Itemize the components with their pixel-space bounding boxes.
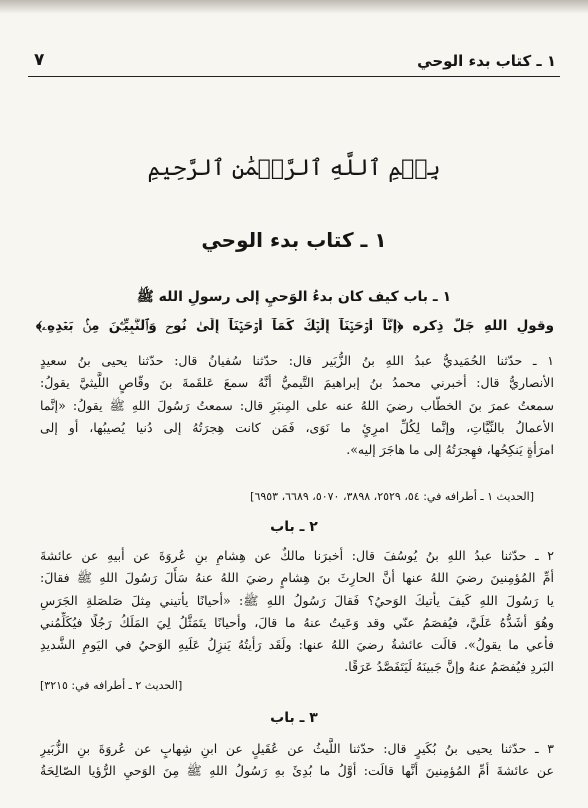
hadith-1-line: امرَأةٍ يَنكِحُها، فهِجرَتُهُ إلى ما هاجَرَ إليه». xyxy=(346,442,554,458)
hadith-2-line: ٢ ـ حدّثنا عبدُ اللهِ بنُ يُوسُفَ قال: أخبرَنا مالكٌ عن هِشامِ بنِ عُروَةَ عن أبيهِ عن عائشةَ xyxy=(40,548,554,563)
page-number: ٧ xyxy=(34,50,45,70)
hadith-3-text xyxy=(40,738,554,783)
hadith-2-reference: [الحديث ٢ ـ أطرافه في: ٣٢١٥] xyxy=(40,679,183,692)
quran-verse-line: وقولِ اللهِ جَلَّ ذِكره ﴿إِنَّآ أَوۡحَيۡنَآ إِلَيۡكَ كَمَآ أَوۡحَيۡنَآ إِلَىٰ نُوحٖ وَٱلنَّبِيِّـۧنَ مِنۢ بَعۡدِهِۦ﴾ xyxy=(36,318,554,334)
hadith-2-line: وهُوَ أشَدُّهُ عَلَيَّ، فيُفصَمُ عنّي وقد وَعَيتُ عنهُ ما قالَ، وأحيانًا يتَمَثَّلُ لِيَ المَلَكُ رَجُلًا فيُكَلِّمُني xyxy=(40,614,554,630)
section-2-title: ٢ ـ باب xyxy=(270,519,318,535)
chapter-title: ١ ـ كتاب بدء الوحي xyxy=(201,228,387,252)
hadith-1-line: الأنصاريُّ قال: أخبرني محمدُ بنُ إبراهيمَ التَّيميُّ أنَّهُ سمعَ عَلقَمةَ بنَ وقّاصٍ اللَّيثيَّ يقولُ: xyxy=(40,375,554,391)
section-3-title: ٣ ـ باب xyxy=(270,710,318,726)
hadith-3-line: عن عائشةَ أمِّ المُؤمِنينَ أنَّها قالَت: أوَّلُ ما بُدِئَ بهِ رَسُولُ اللهِ ﷺ مِنَ الوَحيِ الرُّؤيا الصّالِحَةُ xyxy=(40,763,554,779)
hadith-2-line: البَردِ فيُفصَمُ عنهُ وإنَّ جَبينَهُ لَيَتَفَصَّدُ عَرَقًا. xyxy=(344,659,554,675)
hadith-1-text xyxy=(40,350,554,461)
header-rule xyxy=(28,76,560,77)
hadith-1-line: سمعتُ عمرَ بنَ الخطّاب رضيَ اللهُ عنه على المِنبَرِ قال: سمعتُ رَسُولَ اللهِ ﷺ يقولُ: «إنَّما xyxy=(40,397,554,413)
hadith-2-line: أمِّ المُؤمِنينَ رضيَ اللهُ عنها أنَّ الحارِثَ بنَ هِشامٍ رضيَ اللهُ عنهُ سَأَلَ رَسُولَ اللهِ ﷺ فقالَ: xyxy=(40,570,554,586)
hadith-1-reference: [الحديث ١ ـ أطرافه في: ٥٤، ٢٥٢٩، ٣٨٩٨، ٥٠٧٠، ٦٦٨٩، ٦٩٥٣] xyxy=(250,490,534,503)
hadith-2-line: يا رَسُولَ اللهِ كَيفَ يأتيكَ الوَحيُ؟ فَقالَ رَسُولُ اللهِ ﷺ: «أحيانًا يأتيني مِثلَ صَلصَلةِ الجَرَسِ xyxy=(40,592,554,608)
hadith-2-line: فأعي ما يقولُ». قالَت عائشةُ رضيَ اللهُ عنها: ولَقَد رَأيتُهُ يَنزِلُ عَلَيهِ الوَحيُ في اليَومِ الشَّديدِ xyxy=(40,637,554,653)
hadith-1-line: الأعمالُ بالنِّيَّاتِ، وإنَّما لِكُلِّ امرِئٍ ما نَوَى، فَمَن كانت هِجرَتُهُ إلى دُنيا يُصيبُها، أو إلى xyxy=(40,419,554,435)
header-chapter-label: ١ ـ كتاب بدء الوحي xyxy=(417,52,556,70)
page-edge-shadow xyxy=(0,0,588,14)
hadith-3-line: ٣ ـ حدّثنا يحيى بنُ بُكَيرٍ قال: حدّثنا اللَّيثُ عن عُقَيلٍ عن ابنِ شِهابٍ عن عُروَةَ بنِ الزُّبَيرِ xyxy=(40,741,554,756)
hadith-1-line: ١ ـ حدّثنا الحُمَيديُّ عبدُ اللهِ بنُ الزُّبَير قال: حدّثنا سُفيانُ قال: حدّثنا يحيى بنُ سعيدٍ xyxy=(40,353,554,368)
hadith-2-text xyxy=(40,545,554,679)
section-1-title: ١ ـ باب كيف كان بدءُ الوَحيِ إلى رسولِ الله ﷺ xyxy=(136,289,452,305)
running-header xyxy=(28,46,560,76)
basmala: بِسۡمِ ٱللَّهِ ٱلرَّحۡمَٰنِ ٱلرَّحِيمِ xyxy=(147,156,441,181)
